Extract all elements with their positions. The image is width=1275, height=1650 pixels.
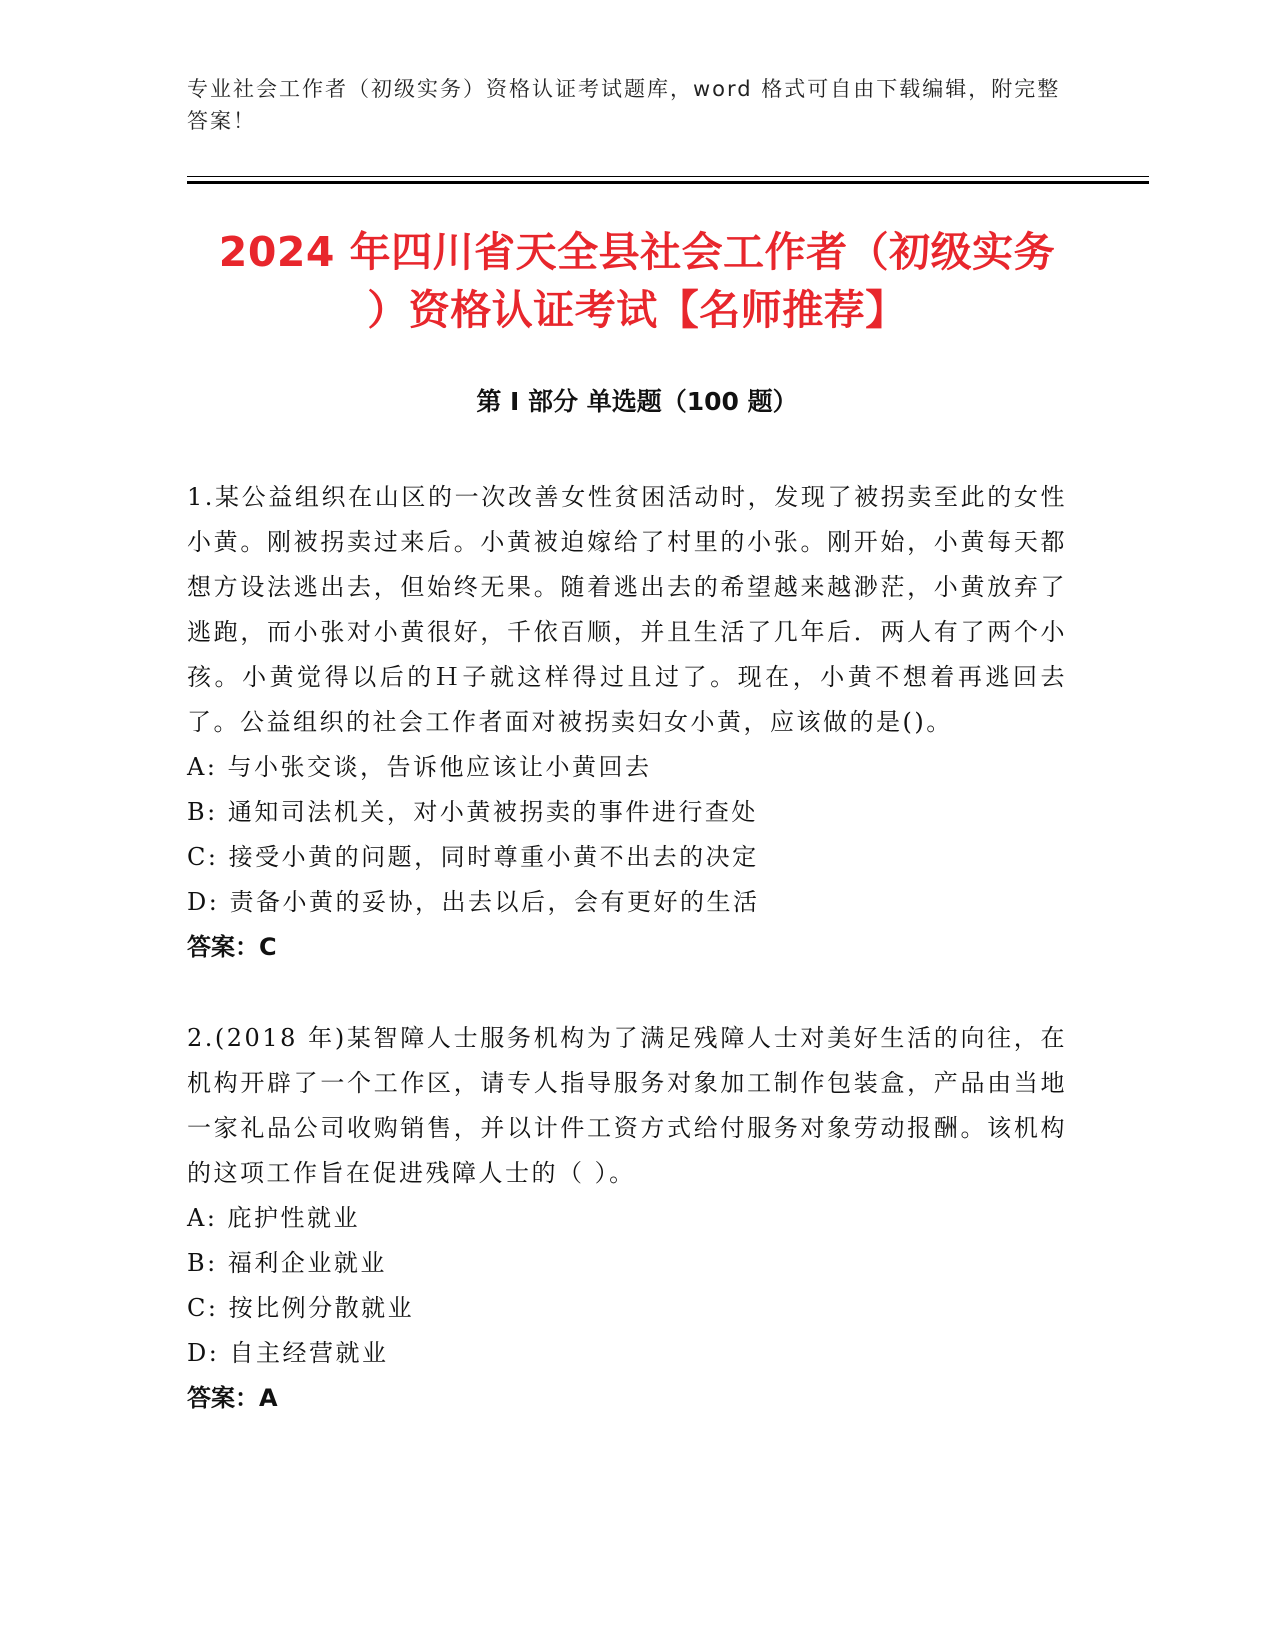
- header-divider-thin: [187, 176, 1149, 177]
- answer-label: 答案：C: [187, 933, 277, 961]
- document-title-line-2: ）资格认证考试【名师推荐】: [367, 286, 907, 334]
- option-d: D: 责备小黄的妥协，出去以后，会有更好的生活: [187, 888, 760, 916]
- question-stem: 2.(2018 年)某智障人士服务机构为了满足残障人士对美好生活的向往，在机构开辟了一个工作区，请专人指导服务对象加工制作包装盒，产品由当地一家礼品公司收购销售，并以计件工资方式给付服务对象劳动报酬。该机构的这项工作旨在促进残障人士的（ ）。: [187, 1024, 1067, 1187]
- answer-label: 答案：A: [187, 1384, 278, 1412]
- document-title: [187, 223, 1087, 339]
- option-b: B: 通知司法机关，对小黄被拐卖的事件进行查处: [187, 798, 758, 826]
- option-d: D: 自主经营就业: [187, 1339, 389, 1367]
- section-heading: 第 I 部分 单选题（100 题）: [476, 387, 798, 416]
- question-list: [187, 475, 1067, 1467]
- option-a: A: 庇护性就业: [187, 1204, 361, 1232]
- question-stem: 1.某公益组织在山区的一次改善女性贫困活动时，发现了被拐卖至此的女性小黄。刚被拐卖过来后。小黄被迫嫁给了村里的小张。刚开始，小黄每天都想方设法逃出去，但始终无果。随着逃出去的希望越来越渺茫，小黄放弃了逃跑，而小张对小黄很好，千依百顺，并且生活了几年后．两人有了两个小孩。小黄觉得以后的Ｈ子就这样得过且过了。现在，小黄不想着再逃回去了。公益组织的社会工作者面对被拐卖妇女小黄，应该做的是()。: [187, 483, 1067, 736]
- option-c: C: 接受小黄的问题，同时尊重小黄不出去的决定: [187, 843, 759, 871]
- header-note: 专业社会工作者（初级实务）资格认证考试题库，word 格式可自由下载编辑，附完整答案！: [187, 77, 1061, 133]
- option-c: C: 按比例分散就业: [187, 1294, 415, 1322]
- option-a: A: 与小张交谈，告诉他应该让小黄回去: [187, 753, 652, 781]
- header-divider-thick: [187, 181, 1149, 184]
- question-2: [187, 1016, 1067, 1421]
- question-1: [187, 475, 1067, 970]
- option-b: B: 福利企业就业: [187, 1249, 387, 1277]
- document-title-line-1: 2024 年四川省天全县社会工作者（初级实务: [218, 228, 1056, 276]
